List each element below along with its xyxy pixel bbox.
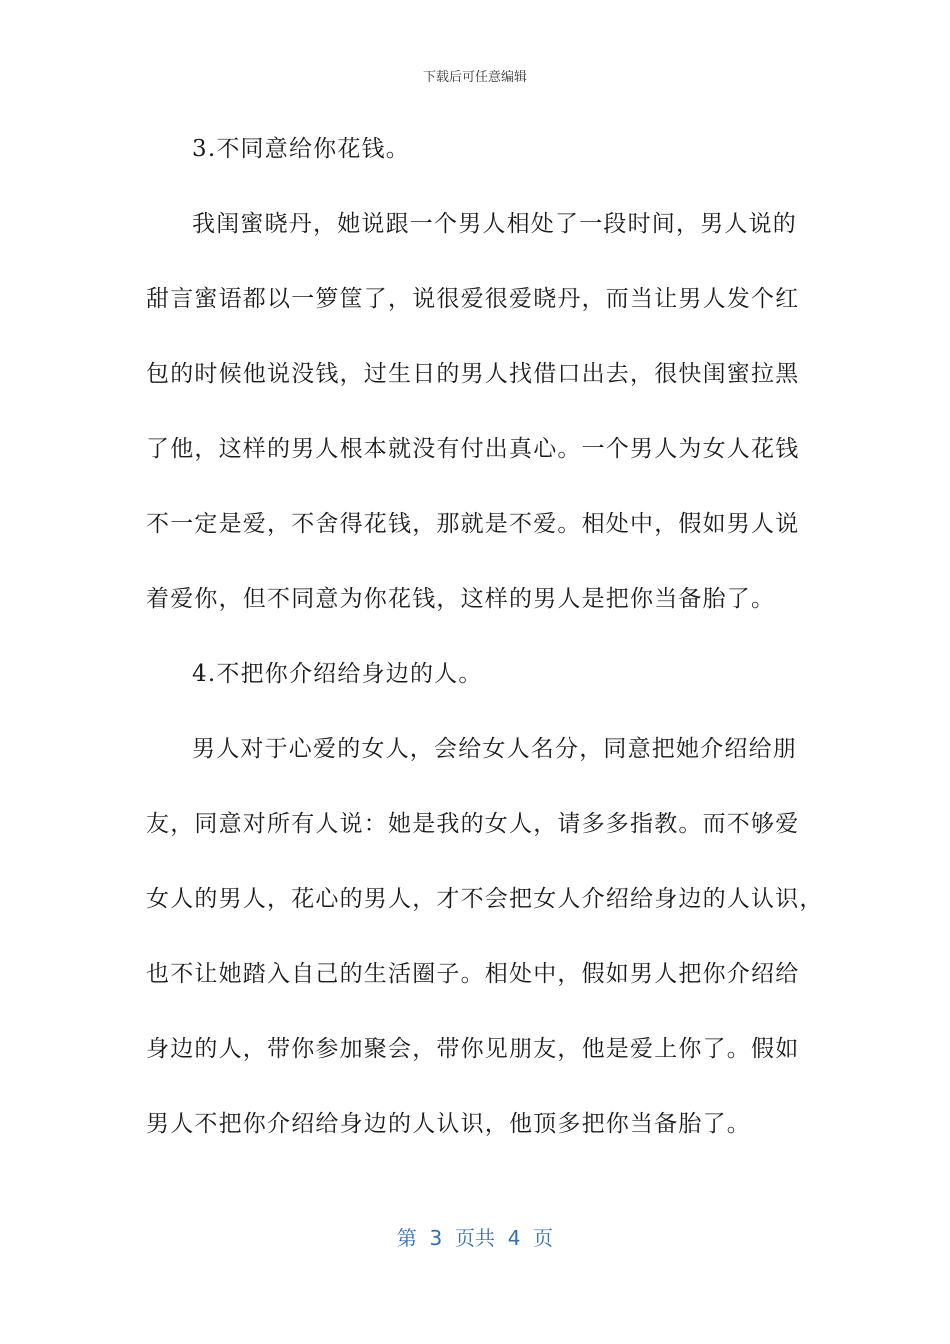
- paragraph-line: 了他，这样的男人根本就没有付出真心。一个男人为女人花钱: [146, 436, 800, 462]
- page-footer: 第 3 页共 4 页: [396, 1226, 554, 1250]
- paragraph-line: 包的时候他说没钱，过生日的男人找借口出去，很快闺蜜拉黑: [146, 361, 800, 387]
- paragraph-line: 身边的人，带你参加聚会，带你见朋友，他是爱上你了。假如: [146, 1036, 800, 1062]
- page-header: 下载后可任意编辑: [422, 70, 527, 85]
- paragraph-line: 不一定是爱，不舍得花钱，那就是不爱。相处中，假如男人说: [146, 511, 800, 537]
- paragraph-line: 友，同意对所有人说：她是我的女人，请多多指教。而不够爱: [146, 811, 800, 837]
- paragraph-line: 男人对于心爱的女人，会给女人名分，同意把她介绍给朋: [192, 736, 797, 762]
- paragraph-line: 男人不把你介绍给身边的人认识，他顶多把你当备胎了。: [146, 1111, 751, 1137]
- paragraph-line: 甜言蜜语都以一箩筐了，说很爱很爱晓丹，而当让男人发个红: [146, 286, 800, 312]
- section-heading-3: 3.不同意给你花钱。: [192, 136, 410, 162]
- paragraph-line: 我闺蜜晓丹，她说跟一个男人相处了一段时间，男人说的: [192, 211, 797, 237]
- section-heading-4: 4.不把你介绍给身边的人。: [192, 661, 483, 687]
- paragraph-line: 女人的男人，花心的男人，才不会把女人介绍给身边的人认识，: [146, 886, 824, 912]
- paragraph-line: 也不让她踏入自己的生活圈子。相处中，假如男人把你介绍给: [146, 961, 800, 987]
- paragraph-line: 着爱你，但不同意为你花钱，这样的男人是把你当备胎了。: [146, 586, 776, 612]
- document-body: [146, 112, 824, 1162]
